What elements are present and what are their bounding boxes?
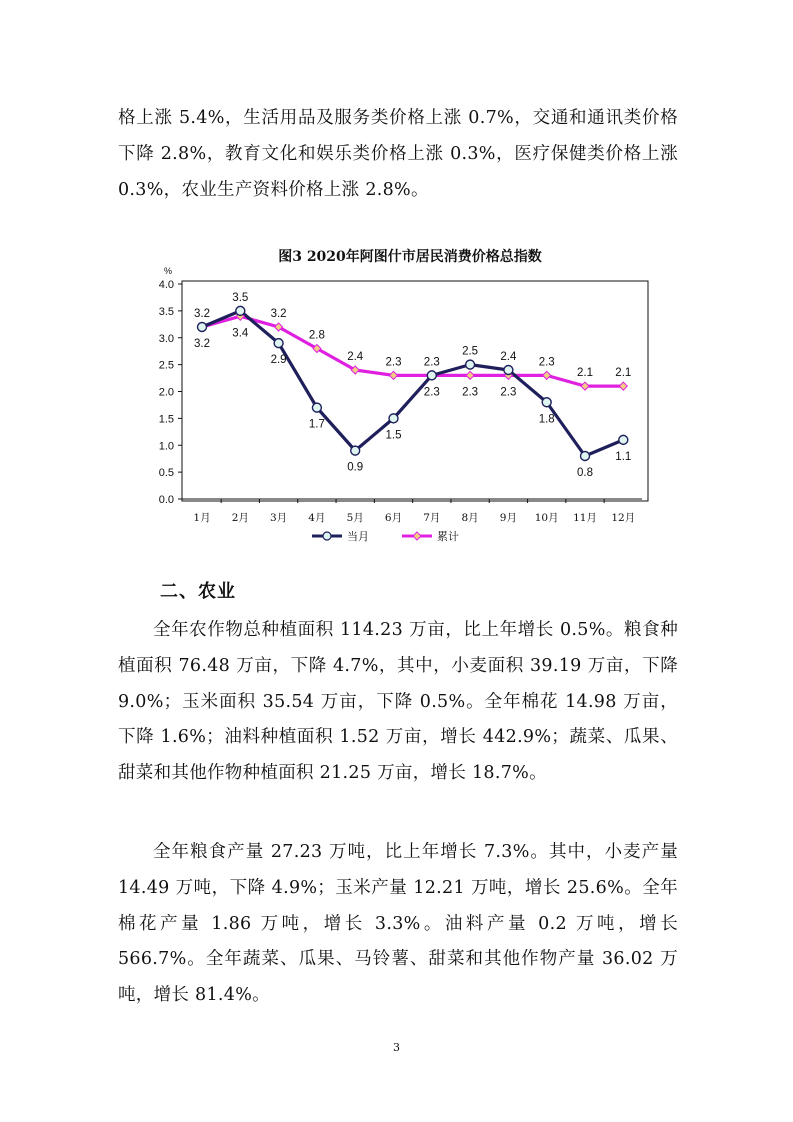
x-tick-label: 5月 (346, 512, 364, 524)
section-heading-agriculture: 二、农业 (160, 581, 236, 602)
point-monthly (312, 403, 321, 412)
x-tick-label: 1月 (193, 512, 211, 524)
point-monthly (274, 339, 283, 348)
data-label-monthly: 3.5 (232, 291, 249, 304)
y-tick-label: 3.5 (158, 305, 174, 318)
legend-marker-cumulative (413, 532, 421, 540)
legend-label-cumulative: 累计 (437, 530, 459, 543)
point-monthly (198, 323, 207, 332)
paragraph-crop-area: 全年农作物总种植面积 114.23 万亩，比上年增长 0.5%。粮食种植面积 76.48 万亩，下降 4.7%，其中，小麦面积 39.19 万亩，下降 9.0%；玉米面积 35.54 万亩，下降 0.5%。全年棉花 14.98 万亩，下降 1.6%；油料种植面积 1.52 万亩，增长 442.9%；蔬菜、瓜果、甜菜和其他作物种植面积 21.25 万亩，增长 18.7%。 (118, 620, 678, 784)
y-tick-label: 1.0 (158, 440, 174, 453)
data-label-cumulative: 2.1 (577, 367, 593, 380)
data-label-cumulative: 2.3 (538, 356, 555, 369)
legend-marker-monthly (323, 532, 331, 540)
data-label-monthly: 2.3 (423, 386, 440, 399)
data-label-cumulative: 3.2 (270, 308, 287, 320)
data-label-cumulative: 2.8 (308, 329, 325, 342)
x-tick-label: 2月 (231, 512, 249, 524)
paragraph-cpi-continued: 格上涨 5.4%，生活用品及服务类价格上涨 0.7%，交通和通讯类价格下降 2.8%，教育文化和娱乐类价格上涨 0.3%，医疗保健类价格上涨 0.3%，农业生产资料价格上涨 2.8%。 (118, 108, 678, 200)
x-tick-label: 6月 (384, 512, 403, 524)
point-monthly (542, 398, 551, 407)
data-label-monthly: 1.7 (308, 418, 325, 431)
legend-label-monthly: 当月 (347, 530, 369, 543)
point-monthly (466, 360, 475, 369)
data-label-monthly: 2.4 (500, 351, 517, 363)
point-monthly (427, 371, 436, 380)
data-label-monthly: 1.8 (538, 413, 555, 426)
data-label-cumulative: 2.4 (347, 351, 364, 363)
chart-title: 图3 2020年阿图什市居民消费价格总指数 (278, 249, 542, 265)
y-tick-label: 2.5 (158, 359, 174, 372)
y-tick-label: 0.0 (158, 494, 174, 506)
cpi-line-chart (150, 236, 670, 556)
x-tick-label: 12月 (611, 512, 636, 524)
data-label-monthly: 3.2 (194, 338, 210, 350)
data-label-monthly: 1.5 (385, 429, 402, 442)
data-label-monthly: 2.9 (270, 354, 287, 367)
page-number: 3 (393, 1041, 400, 1054)
data-label-cumulative: 2.3 (423, 356, 440, 369)
point-monthly (351, 446, 360, 455)
x-tick-label: 7月 (423, 512, 441, 524)
y-tick-label: 1.5 (158, 413, 174, 426)
x-tick-label: 8月 (461, 512, 479, 524)
point-monthly (236, 306, 245, 315)
paragraph-crop-output: 全年粮食产量 27.23 万吨，比上年增长 7.3%。其中，小麦产量 14.49 万吨，下降 4.9%；玉米产量 12.21 万吨，增长 25.6%。全年棉花产量 1.86 万吨，增长 3.3%。油料产量 0.2 万吨，增长 566.7%。全年蔬菜、瓜果、马铃薯、甜菜和其他作物产量 36.02 万吨，增长 81.4%。 (118, 842, 678, 1006)
point-monthly (581, 452, 590, 461)
data-label-cumulative: 2.3 (462, 386, 479, 399)
y-tick-label: 4.0 (158, 279, 174, 291)
point-monthly (619, 435, 628, 444)
y-axis-unit: % (163, 266, 173, 276)
x-tick-label: 3月 (270, 512, 288, 524)
x-tick-label: 10月 (534, 512, 559, 524)
data-label-cumulative: 3.4 (232, 327, 249, 340)
x-tick-label: 4月 (308, 512, 326, 524)
point-monthly (389, 414, 398, 423)
y-tick-label: 0.5 (158, 467, 174, 480)
x-tick-label: 11月 (573, 512, 597, 524)
data-label-monthly: 0.8 (577, 467, 593, 479)
data-label-cumulative: 2.1 (615, 367, 632, 380)
point-monthly (504, 366, 513, 375)
data-label-cumulative: 2.3 (500, 386, 517, 399)
data-label-cumulative: 2.3 (385, 356, 402, 369)
y-tick-label: 3.0 (158, 332, 174, 345)
y-tick-label: 2.0 (158, 386, 174, 399)
x-tick-label: 9月 (499, 512, 517, 524)
data-label-monthly: 1.1 (615, 450, 632, 463)
data-label-cumulative: 3.2 (194, 308, 210, 320)
data-label-monthly: 2.5 (462, 345, 479, 358)
data-label-monthly: 0.9 (347, 461, 364, 474)
